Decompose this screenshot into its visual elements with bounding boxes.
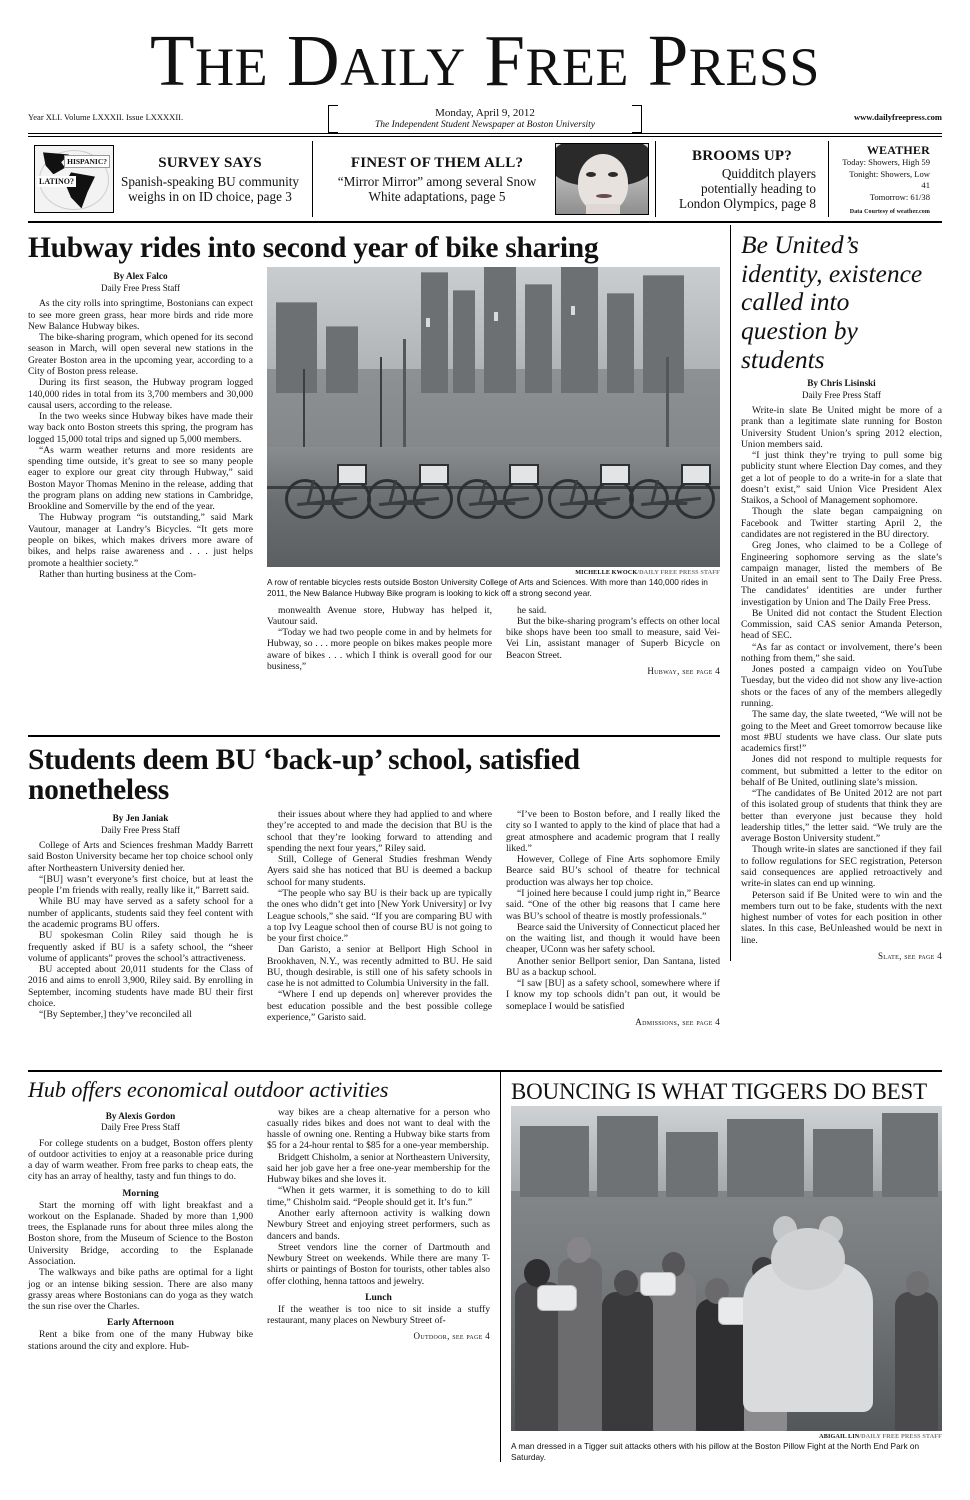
admissions-paragraph: Dan Garisto, a senior at Bellport High School in Brookhaven, N.Y., was recently admitted to BU. He said BU, though desirable, is still one of his safety schools in case he is not admitted to Columbia University in the fall.: [267, 944, 492, 990]
map-label-latino: LATINO?: [39, 177, 74, 187]
teaser-subtext: Quidditch players potentially heading to London Olympics, page 8: [679, 166, 816, 212]
slate-paragraph: Jones posted a campaign video on YouTube Tuesday, but the video did not show any live-action shots or the faces of any of the members allegedly running.: [741, 664, 942, 709]
weather-today: Today: Showers, High 59: [842, 157, 930, 168]
folio-rule-bottom: [28, 136, 942, 137]
hubway-bottom-row: [28, 605, 720, 676]
admissions-top-rule: [28, 735, 720, 737]
website-url[interactable]: www.dailyfreepress.com: [854, 112, 942, 123]
bracket-right-decoration: [632, 105, 642, 133]
slate-author: By Chris Lisinski: [807, 378, 876, 389]
hubway-paragraph: monwealth Avenue store, Hubway has helped it, Vautour said.: [267, 604, 492, 627]
outdoor-subhead-early-afternoon: Early Afternoon: [107, 1317, 174, 1329]
outdoor-byline: [28, 1111, 253, 1134]
map-label-hispanic: HISPANIC?: [64, 155, 110, 168]
slate-jumpline[interactable]: Slate, see page 4: [877, 950, 942, 961]
outdoor-columns: [28, 1107, 490, 1352]
teaser-subtext: Spanish-speaking BU community weighs in on ID choice, page 3: [120, 173, 300, 204]
admissions-paragraph: College of Arts and Sciences freshman Maddy Barrett said Boston University became her top choice school only after Northeastern University denied her.: [28, 840, 253, 874]
outdoor-paragraph: “When it gets warmer, it is something to do to kill time,” Chisholm said. “People should get it. It’s fun.”: [267, 1185, 490, 1208]
nameplate-word-the: THE: [150, 20, 269, 101]
weather-title: WEATHER: [866, 143, 930, 158]
hubway-paragraph: The Hubway program “is outstanding,” said Mark Vautour, manager at Landry’s Bicycles. “It gets more people on bikes, which makes drivers more aware of bikes, and helps raise awareness and . . . just helps promote a healthier society.”: [28, 512, 253, 569]
weather-tomorrow: Tomorrow: 61/38: [869, 192, 930, 203]
tiggers-photo-credit: ABIGAIL LIN/DAILY FREE PRESS STAFF: [819, 1433, 942, 1441]
outdoor-paragraph: Bridgett Chisholm, a senior at Northeastern University, said her job gave her a free one-year membership for the Hubway bikes and she loves it.: [267, 1151, 490, 1186]
hubway-column-2: [260, 605, 499, 676]
slate-paragraph: “The candidates of Be United 2012 are not part of this isolated group of students that think they are better than everyone just because they hold leadership titles,” the letter said. “We truly are the average Boston University student.”: [741, 788, 942, 845]
newspaper-slogan: The Independent Student Newspaper at Boston University: [374, 120, 596, 131]
nameplate-word-press: PRESS: [647, 20, 820, 101]
tiggers-photo: [511, 1106, 942, 1431]
admissions-paragraph: Still, College of General Studies freshman Wendy Ayers said she has noticed that BU is deemed a backup school for many students.: [267, 854, 492, 888]
admissions-byline: [28, 813, 253, 836]
slate-paragraph: Jones did not respond to multiple requests for comment, but submitted a letter to the editor on behalf of Be United, outlining slate’s mission.: [741, 754, 942, 788]
admissions-paragraph: BU accepted about 20,011 students for the Class of 2016 and aims to enroll 3,900, Riley said. By enrolling in September, incoming students have made BU their first choice.: [28, 964, 253, 1009]
outdoor-paragraph: For college students on a budget, Boston offers plenty of outdoor activities to enjoy at a reasonable price during a day of warm weather. From free parks to cheap eats, the city has an array of healthy, tasty and fun things to do.: [28, 1137, 253, 1183]
hubway-org: Daily Free Press Staff: [100, 282, 181, 293]
slate-org: Daily Free Press Staff: [801, 389, 882, 400]
nameplate-word-daily: DAILY: [286, 20, 466, 101]
hubway-paragraph: In the two weeks since Hubway bikes have made their way back onto Boston streets this spring, the program has logged 15,000 total trips and signed up 5,000 members.: [28, 411, 253, 445]
masthead: [28, 0, 942, 137]
slate-headline: Be United’s identity, existence called into question by students: [741, 230, 923, 374]
outdoor-story: [28, 1072, 500, 1462]
outdoor-paragraph: If the weather is too nice to sit inside a stuffy restaurant, many places on Newbury Street of-: [267, 1303, 490, 1327]
teaser-portrait-thumbnail: [555, 143, 649, 215]
slate-paragraph: Write-in slate Be United might be more of a prank than a legitimate slate running for Boston University Student Union’s spring 2012 election, Union members said.: [741, 405, 942, 450]
slate-paragraph: Though write-in slates are sanctioned if they fail to follow regulations for SEC registration, Peterson said consequences are applied retroactively and write-in slates can end up winning.: [741, 844, 942, 890]
teaser-brooms-up[interactable]: [655, 141, 828, 217]
hubway-column-1: [28, 267, 260, 598]
outdoor-paragraph: Rent a bike from one of the many Hubway bike stations around the city and explore. Hub-: [28, 1329, 253, 1352]
teaser-subtext: “Mirror Mirror” among several Snow White adaptations, page 5: [337, 173, 537, 204]
bottom-columns: [28, 1072, 942, 1462]
outdoor-subhead-lunch: Lunch: [365, 1291, 392, 1303]
outdoor-paragraph: Street vendors line the corner of Dartmouth and Newbury Street on weekends. While there are many T-shirts or paintings of Boston for tourists, other tables also offer clothing, henna tattoos and jewelry.: [267, 1241, 490, 1287]
bracket-left-decoration: [328, 105, 338, 133]
outdoor-paragraph: way bikes are a cheap alternative for a person who casually rides bikes and does not want to deal with the hassle of owning one. Renting a Hubway bike starts from $5 for a 24-hour rental to $85 for a one-year membership.: [267, 1106, 490, 1152]
outdoor-column-2: [260, 1107, 490, 1352]
weather-box[interactable]: [828, 141, 942, 217]
admissions-paragraph: “I’ve been to Boston before, and I really liked the city so I wanted to apply to the kind of place that had a great atmosphere and academic program that I really liked.”: [506, 809, 720, 854]
bottom-block: [28, 1070, 942, 1462]
tiggers-photo-caption: A man dressed in a Tigger suit attacks others with his pillow at the Boston Pillow Fight at the North End Park on Saturday.: [511, 1441, 920, 1462]
hubway-paragraph: But the bike-sharing program’s effects on other local bike shops have been too small to measure, said Vei-Vei Lin, assistant manager of Superb Bicycle on Beacon Street.: [506, 615, 720, 661]
admissions-columns: [28, 809, 720, 1027]
hubway-paragraph: “As warm weather returns and more residents are spending time outside, it’s great to see so many people eager to explore our great city through Hubway,” said Boston Mayor Thomas Menino in the release, adding that the program plans on adding new stations in Cambridge, Brookline and Somerville by the end of the year.: [28, 444, 253, 513]
hubway-photo: [267, 267, 720, 567]
slate-paragraph: The same day, the slate tweeted, “We will not be going to the Meet and Greet tomorrow because like most #BU students we have class. Our slate puts academics first!”: [741, 709, 942, 755]
issue-date: Monday, April 9, 2012: [435, 107, 535, 120]
outdoor-paragraph: Start the morning off with light breakfast and a workout on the Esplanade. Shaded by more than 1,900 trees, the Esplanade runs for about three miles along the Boston shore, from the Museum of Science to the Boston University Bridge, according to the Esplanade Association.: [28, 1199, 253, 1268]
admissions-story: [28, 735, 720, 1027]
tiggers-story: [500, 1072, 942, 1462]
admissions-paragraph: While BU may have served as a safety school for a number of applicants, students said they feel content with the academic programs BU offers.: [28, 896, 253, 931]
admissions-column-1: [28, 809, 260, 1027]
nameplate-word-free: FREE: [484, 20, 630, 101]
slate-paragraph: Be United did not contact the Student Election Commission, said CAS senior Amanda Peterson, head of SEC.: [741, 607, 942, 642]
teaser-kicker: FINEST OF THEM ALL?: [350, 155, 524, 172]
teaser-bar: [28, 141, 942, 223]
tigger-costume-figure: [743, 1262, 873, 1412]
teaser-kicker: SURVEY SAYS: [158, 155, 262, 172]
hubway-paragraph: During its first season, the Hubway program logged 140,000 rides in total from its 3,700 members and 30,000 causal users, according to the release.: [28, 377, 253, 411]
hubway-paragraph: Rather than hurting business at the Com-: [39, 568, 197, 580]
outdoor-paragraph: Another early afternoon activity is walking down Newbury Street and enjoying street performers, such as dancers and bands.: [267, 1208, 490, 1242]
slate-story: [730, 225, 942, 960]
admissions-headline: Students deem BU ‘back-up’ school, satisfied nonetheless: [28, 744, 580, 807]
teaser-survey-says[interactable]: [28, 141, 312, 217]
admissions-column-2: [260, 809, 499, 1027]
tiggers-headline: BOUNCING IS WHAT TIGGERS DO BEST: [511, 1079, 927, 1104]
outdoor-author: By Alexis Gordon: [105, 1110, 176, 1121]
hubway-author: By Alex Falco: [113, 271, 168, 282]
hubway-top-row: [28, 267, 720, 598]
hubway-paragraph: he said.: [517, 604, 547, 616]
hubway-byline: [28, 271, 253, 294]
admissions-org: Daily Free Press Staff: [100, 824, 181, 835]
outdoor-org: Daily Free Press Staff: [100, 1122, 181, 1133]
slate-paragraph: Greg Jones, who claimed to be a College of Engineering sophomore serving as the slate’s campaign manager, listed the members of Be United in an email sent to The Daily Free Press. The candidates’ identities are under further investigation by Union and The Daily Free Press.: [741, 540, 942, 608]
admissions-paragraph: “I joined here because I could jump right in,” Bearce said. “One of the other big reasons that I came here was BU’s school of theatre is mostly professionals.”: [506, 888, 720, 922]
outdoor-subhead-morning: Morning: [122, 1187, 159, 1199]
slate-byline: [741, 378, 942, 401]
hubway-headline: Hubway rides into second year of bike sharing: [28, 232, 599, 265]
hubway-paragraph: “Today we had two people come in and by helmets for Hubway, so . . . more people on bikes makes people more aware of bikes . . . which I think is overall good for our business,”: [267, 627, 492, 672]
hubway-photo-credit: MICHELLE KWOCK/DAILY FREE PRESS STAFF: [575, 569, 720, 577]
slate-paragraph: Though the slate began campaigning on Facebook and Twitter starting April 2, the candidates are not registered in the BU directory.: [741, 506, 942, 540]
admissions-paragraph: their issues about where they had applied to and where they’re accepted to and made the decision that BU is the school that they’re looking forward to attending and spending the next four years,” Riley said.: [267, 809, 492, 854]
hubway-paragraph: As the city rolls into springtime, Bostonians can expect to see more green grass, hear more birds and ride more New Balance Hubway bikes.: [28, 298, 253, 332]
admissions-paragraph: BU spokesman Colin Riley said though he is frequently asked if BU is a safety school, the “sheer volume of applicants” proves the school’s attractiveness.: [28, 930, 253, 964]
admissions-paragraph: Bearce said the University of Connecticut placed her on the waiting list, and though it would have been cheaper, UConn was her safety school.: [506, 921, 720, 956]
outdoor-column-1: [28, 1107, 260, 1352]
teaser-kicker: BROOMS UP?: [692, 147, 792, 164]
weather-tonight: Tonight: Showers, Low 41: [849, 168, 930, 191]
admissions-paragraph: “[By September,] they’ve reconciled all: [39, 1009, 192, 1021]
slate-paragraph: “As far as contact or involvement, there’s been nothing from them,” she said.: [741, 641, 942, 664]
admissions-paragraph: “I saw [BU] as a safety school, somewhere where if I know my top schools didn’t pan out, it would be someplace I would be satisfied: [506, 978, 720, 1012]
admissions-jumpline[interactable]: Admissions, see page 4: [635, 1016, 720, 1027]
outdoor-jumpline[interactable]: Outdoor, see page 4: [413, 1331, 490, 1342]
admissions-author: By Jen Janiak: [112, 813, 169, 824]
admissions-paragraph: Another senior Bellport senior, Dan Santana, listed BU as a backup school.: [506, 955, 720, 978]
outdoor-paragraph: The walkways and bike paths are optimal for a light jog or an intense biking session. There are also many grassy areas where Bostonians can do yoga as they watch the sun rise over the Charles.: [28, 1267, 253, 1313]
admissions-column-3: [499, 809, 720, 1027]
weather-source: Data Courtesy of weather.com: [849, 208, 930, 215]
teaser-map-thumbnail: [34, 145, 114, 213]
hubway-jumpline[interactable]: Hubway, see page 4: [647, 665, 720, 676]
admissions-paragraph: However, College of Fine Arts sophomore Emily Bearce said BU’s school of theatre for technical production was always her top choice.: [506, 854, 720, 888]
hubway-column-3: [499, 605, 720, 676]
folio-bar: [28, 107, 942, 130]
outdoor-headline: Hub offers economical outdoor activities: [28, 1077, 389, 1102]
hubway-paragraph: The bike-sharing program, which opened for its second season in March, will open several new stations in the Greater Boston area in the upcoming year, according to a City of Boston press release.: [28, 332, 253, 378]
admissions-paragraph: “Where I end up depends on] wherever provides the best education possible and the best possible college experience,” Garisto said.: [267, 989, 492, 1023]
hubway-photo-caption: A row of rentable bicycles rests outside Boston University College of Arts and Sciences. With more than 140,000 rides in 2011, the New Balance Hubway Bike program is looking to kick off a strong second year.: [267, 577, 708, 599]
nameplate: [28, 20, 942, 101]
americas-map-icon: [35, 146, 113, 212]
slate-paragraph: “I just think they’re trying to pull some big publicity stunt where Election Day comes, and they get a lot of people to do a write-in for a slate that doesn’t exist,” said Union Vice President Alex Staikos, a School of Management sophomore.: [741, 450, 942, 507]
admissions-paragraph: “The people who say BU is their back up are typically the ones who didn’t get into [New York University] or Ivy League schools,” she said. “If you are comparing BU with a top Ivy League school then of course BU is not going to be your first choice.”: [267, 888, 492, 945]
slate-paragraph: Peterson said if Be United were to win and the members turn out to be fake, students with the next highest number of votes for each position in other slates. In this case, BeUnleashed would be next in line.: [741, 889, 942, 946]
folio-rule-top: [28, 133, 942, 134]
volume-line: Year XLI. Volume LXXXII. Issue LXXXXII.: [28, 112, 184, 123]
admissions-paragraph: “[BU] wasn’t everyone’s first choice, but at least the people I’m friends with really, really like it,” Barrett said.: [28, 873, 253, 897]
folio-center: [328, 107, 642, 130]
teaser-finest-of-them-all[interactable]: [312, 141, 655, 217]
hubway-photo-area: [260, 267, 720, 598]
